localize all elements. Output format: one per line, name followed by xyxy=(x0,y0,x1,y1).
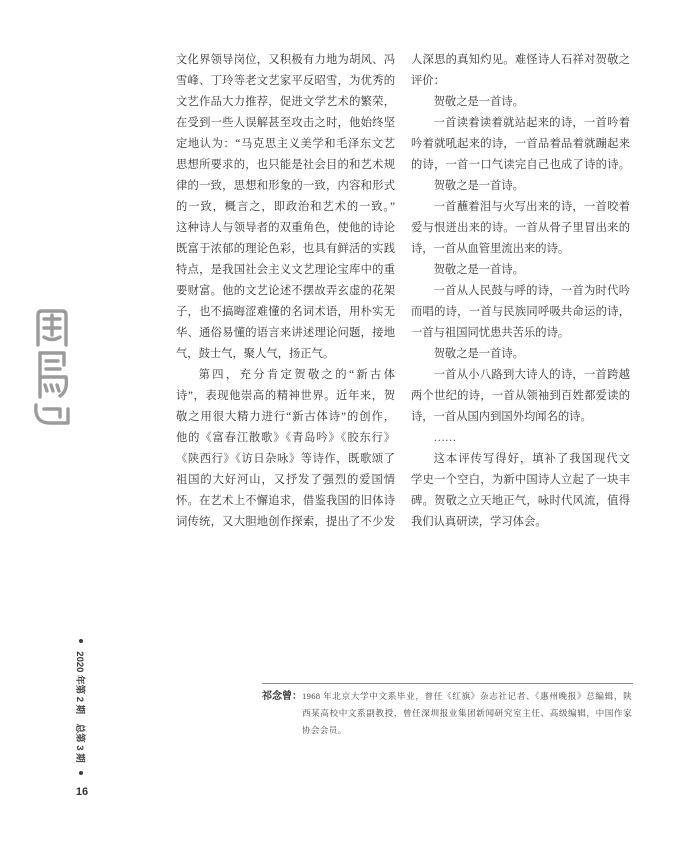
body-text-line: 两个世纪的诗，一首从领袖到百姓都爱读的 xyxy=(411,390,630,402)
author-bio xyxy=(302,688,632,739)
seal-logo-icon xyxy=(30,305,74,430)
bullet-dot-icon xyxy=(79,639,83,643)
body-text-line: 学史一个空白，为新中国诗人立起了一块丰 xyxy=(411,474,630,486)
poem-refrain-line: 贺敬之是一首诗。 xyxy=(433,180,524,192)
body-text-line: 祖国的大好河山，又抒发了强烈的爱国情 xyxy=(176,474,395,486)
body-text-line: 第四，充分肯定贺敬之的“新古体 xyxy=(198,369,395,381)
body-text-line: 华、通俗易懂的语言来讲述理论问题，接地 xyxy=(176,327,395,339)
body-text-line: 《陕西行》《访日杂咏》等诗作，既歌颂了 xyxy=(176,453,395,465)
issue-label xyxy=(74,639,88,775)
body-text-line: 子，也不搞晦涩难懂的名词术语，用朴实无 xyxy=(176,306,395,318)
body-text-line: 吟着就吼起来的诗，一首品着品着就蹦起来 xyxy=(411,138,630,150)
body-text-line: 文艺作品大力推荐，促进文学艺术的繁荣， xyxy=(176,96,395,108)
body-text-line: 文化界领导岗位，又积极有力地为胡风、冯 xyxy=(176,54,395,66)
body-text-line: 一首与祖国同忧患共苦乐的诗。 xyxy=(411,327,570,339)
body-text-line: 词传统，又大胆地创作探索，提出了不少发 xyxy=(176,516,395,528)
body-text-line: 怀。在艺术上不懈追求，借鉴我国的旧体诗 xyxy=(176,495,395,507)
body-text-line: 诗”，表现他崇高的精神世界。近年来，贺 xyxy=(176,390,395,402)
body-text-line: 的一致，概言之，即政治和艺术的一致。” xyxy=(176,201,395,213)
body-text-line: 一首蘸着泪与火写出来的诗，一首咬着 xyxy=(433,201,630,213)
body-text-line: 评价： xyxy=(411,75,445,87)
issue-label-text: 2020 年第 2 期 总第 3 期 xyxy=(74,651,85,763)
body-text-line: 律的一致，思想和形象的一致，内容和形式 xyxy=(176,180,395,192)
body-text-line: 既富于浓郁的理论色彩，也具有鲜活的实践 xyxy=(176,243,395,255)
body-text-line: 这本评传写得好，填补了我国现代文 xyxy=(433,453,630,465)
body-text-line: 要财富。他的文艺论述不摆故弄玄虚的花架 xyxy=(176,285,395,297)
body-text-line: 碑。贺敬之立天地正气，咏时代风流，值得 xyxy=(411,495,630,507)
author-name: 祁念曾： xyxy=(262,691,302,702)
bullet-dot-icon xyxy=(79,771,83,775)
poem-refrain-line: 贺敬之是一首诗。 xyxy=(433,264,524,276)
article-left-column xyxy=(176,50,395,533)
body-text-line: 而唱的诗，一首与民族同呼吸共命运的诗， xyxy=(411,306,630,318)
body-text-line: 我们认真研读，学习体会。 xyxy=(411,516,547,528)
ellipsis-line: …… xyxy=(433,432,457,444)
body-text-line: 思想所要求的，也只能是社会目的和艺术规 xyxy=(176,159,395,171)
body-text-line: 诗，一首从血管里流出来的诗。 xyxy=(411,243,570,255)
body-text-line: 爱与恨迸出来的诗。一首从骨子里冒出来的 xyxy=(411,222,630,234)
bio-divider xyxy=(262,683,633,684)
body-text-line: 一首从小八路到大诗人的诗，一首跨越 xyxy=(433,369,630,381)
author-bio-line: 协会会员。 xyxy=(302,725,347,735)
poem-refrain-line: 贺敬之是一首诗。 xyxy=(433,96,524,108)
body-text-line: 他的《富春江散歌》《青岛吟》《胶东行》 xyxy=(176,432,395,444)
article-right-column xyxy=(411,50,630,533)
body-text-line: 人深思的真知灼见。难怪诗人石祥对贺敬之 xyxy=(411,54,630,66)
body-text-line: 诗，一首从国内到国外均闻名的诗。 xyxy=(411,411,592,423)
page-number: 16 xyxy=(75,786,89,798)
body-text-line: 一首从人民鼓与呼的诗，一首为时代吟 xyxy=(433,285,630,297)
body-text-line: 雪峰、丁玲等老文艺家平反昭雪，为优秀的 xyxy=(176,75,395,87)
author-bio-line: 1968 年北京大学中文系毕业，曾任《红旗》杂志社记者、《惠州晚报》总编辑，陕 xyxy=(302,691,632,701)
body-text-line: 定地认为：“马克思主义美学和毛泽东文艺 xyxy=(176,138,395,150)
body-text-line: 这种诗人与领导者的双重角色，使他的诗论 xyxy=(176,222,395,234)
body-text-line: 的诗，一首一口气读完自己也成了诗的诗。 xyxy=(411,159,630,171)
body-text-line: 在受到一些人误解甚至攻击之时，他始终坚 xyxy=(176,117,395,129)
body-text-line: 气，鼓士气，聚人气，扬正气。 xyxy=(176,348,335,360)
body-text-line: 一首读着读着就站起来的诗，一首吟着 xyxy=(433,117,630,129)
body-text-line: 特点，是我国社会主义文艺理论宝库中的重 xyxy=(176,264,395,276)
body-text-line: 敬之用很大精力进行“新古体诗”的创作， xyxy=(176,411,395,423)
poem-refrain-line: 贺敬之是一首诗。 xyxy=(433,348,524,360)
author-bio-line: 西某高校中文系副教授，曾任深圳报业集团新闻研究室主任、高级编辑，中国作家 xyxy=(302,708,632,718)
